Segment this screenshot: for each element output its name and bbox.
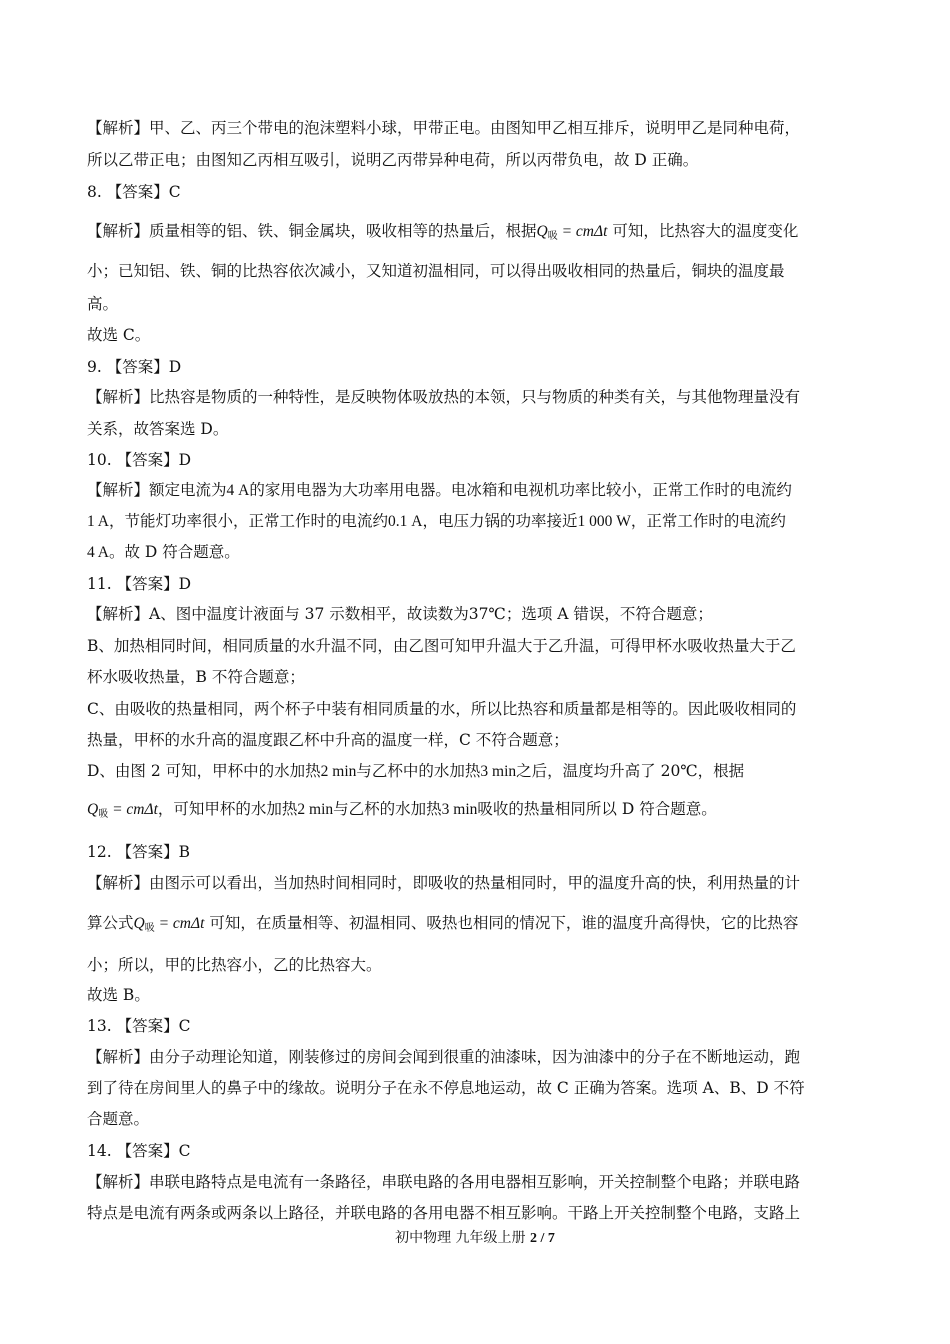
text-segment: ，节能灯功率很小，正常工作时的电流约 bbox=[108, 512, 388, 530]
answer-heading-13: 13. 【答案】C bbox=[87, 1017, 191, 1035]
heat-subscript: 吸 bbox=[98, 809, 109, 820]
text-segment: 【解析】质量相等的铝、铁、铜金属块，吸收相等的热量后，根据 bbox=[87, 222, 537, 240]
text-line: 高。 bbox=[87, 295, 119, 313]
formula-text: = cmΔt bbox=[108, 801, 158, 818]
text-line: C、由吸收的热量相同，两个杯子中装有相同质量的水，所以比热容和质量都是相等的。因此吸收相同的 bbox=[87, 700, 797, 718]
answer-heading-14: 14. 【答案】C bbox=[87, 1142, 191, 1160]
text-line-formula bbox=[87, 221, 798, 247]
footer-text: 初中物理 九年级上册 bbox=[395, 1230, 530, 1246]
text-line: 特点是电流有两条或两条以上路径，并联电路的各用电器不相互影响。干路上开关控制整个电路，支路上 bbox=[87, 1204, 801, 1222]
text-line: 【解析】比热容是物质的一种特性，是反映物体吸放热的本领，只与物质的种类有关，与其他物理量没有 bbox=[87, 388, 801, 406]
text-segment: ，可知甲杯的水加热 bbox=[157, 800, 298, 818]
answer-heading-10: 10. 【答案】D bbox=[87, 451, 192, 469]
text-segment: ，正常工作时的电流约 bbox=[630, 512, 786, 530]
value-time: 2 min bbox=[320, 763, 357, 780]
text-line: 【解析】由图示可以看出，当加热时间相同时，即吸收的热量相同时，甲的温度升高的快，利用热量的计 bbox=[87, 874, 801, 892]
value-time: 2 min bbox=[297, 801, 334, 818]
text-line: 合题意。 bbox=[87, 1110, 150, 1128]
value-current: 1 A bbox=[87, 513, 109, 530]
text-line-formula bbox=[87, 799, 717, 825]
text-line: 故选 C。 bbox=[87, 326, 151, 344]
text-segment: 可知，比热容大的温度变化 bbox=[607, 222, 799, 240]
text-line: 到了待在房间里人的鼻子中的缘故。说明分子在永不停息地运动，故 C 正确为答案。选项 A、B、D 不符 bbox=[87, 1079, 805, 1097]
text-segment: 【解析】额定电流为 bbox=[87, 481, 227, 499]
text-line: 小；已知铝、铁、铜的比热容依次减小，又知道初温相同，可以得出吸收相同的热量后，铜块的温度最 bbox=[87, 262, 785, 280]
text-line: 所以乙带正电；由图知乙丙相互吸引，说明乙丙带异种电荷，所以丙带负电，故 D 正确。 bbox=[87, 151, 699, 169]
value-power: 1 000 W bbox=[577, 513, 631, 530]
value-time: 3 min bbox=[480, 763, 517, 780]
text-segment: D、由图 2 可知，甲杯中的水加热 bbox=[87, 762, 321, 780]
text-line bbox=[87, 542, 240, 563]
formula-text: = cmΔt bbox=[557, 223, 608, 240]
text-line: 小；所以，甲的比热容小，乙的比热容大。 bbox=[87, 956, 382, 974]
text-line: 【解析】甲、乙、丙三个带电的泡沫塑料小球，甲带正电。由图知甲乙相互排斥，说明甲乙是同种电荷， bbox=[87, 119, 801, 137]
answer-heading-8: 8. 【答案】C bbox=[87, 183, 181, 201]
text-segment: 算公式 bbox=[87, 914, 134, 932]
text-segment: 的家用电器为大功率用电器。电冰箱和电视机功率比较小，正常工作时的电流约 bbox=[249, 481, 792, 499]
heat-subscript: 吸 bbox=[547, 231, 558, 242]
text-segment: 吸收的热量相同所以 D 符合题意。 bbox=[477, 800, 717, 818]
text-segment: 。故 D 符合题意。 bbox=[108, 543, 240, 561]
answer-heading-9: 9. 【答案】D bbox=[87, 358, 182, 376]
text-segment: 与乙杯的水加热 bbox=[333, 800, 442, 818]
text-line: 【解析】A、图中温度计液面与 37 示数相平，故读数为37℃；选项 A 错误，不符合题意； bbox=[87, 605, 713, 623]
heat-symbol: Q bbox=[87, 801, 99, 818]
value-current: 0.1 A bbox=[387, 513, 423, 530]
text-segment: 之后，温度均升高了 20℃，根据 bbox=[516, 762, 745, 780]
text-line: B、加热相同时间，相同质量的水升温不同，由乙图可知甲升温大于乙升温，可得甲杯水吸收热量大于乙 bbox=[87, 637, 796, 655]
text-line: 热量，甲杯的水升高的温度跟乙杯中升高的温度一样，C 不符合题意； bbox=[87, 731, 569, 749]
answer-heading-11: 11. 【答案】D bbox=[87, 575, 192, 593]
formula-text: = cmΔt bbox=[154, 915, 205, 932]
text-line: 故选 B。 bbox=[87, 986, 150, 1004]
text-segment: 可知，在质量相等、初温相同、吸热也相同的情况下，谁的温度升高得快，它的比热容 bbox=[204, 914, 799, 932]
text-line: 关系，故答案选 D。 bbox=[87, 420, 229, 438]
value-current: 4 A bbox=[87, 544, 109, 561]
text-segment: 与乙杯中的水加热 bbox=[356, 762, 481, 780]
value-current: 4 A bbox=[226, 482, 250, 499]
page-number: 2 / 7 bbox=[530, 1231, 555, 1246]
heat-subscript: 吸 bbox=[144, 923, 155, 934]
text-line-formula bbox=[87, 913, 798, 939]
heat-symbol: Q bbox=[133, 915, 145, 932]
value-time: 3 min bbox=[441, 801, 478, 818]
heat-symbol: Q bbox=[536, 223, 548, 240]
text-line bbox=[87, 761, 744, 782]
text-segment: ，电压力锅的功率接近 bbox=[422, 512, 578, 530]
text-line: 【解析】串联电路特点是电流有一条路径，串联电路的各用电器相互影响，开关控制整个电路；并联电路 bbox=[87, 1173, 801, 1191]
text-line bbox=[87, 480, 792, 501]
text-line bbox=[87, 511, 786, 532]
answer-heading-12: 12. 【答案】B bbox=[87, 843, 190, 861]
page-footer bbox=[0, 1229, 950, 1248]
text-line: 【解析】由分子动理论知道，刚装修过的房间会闻到很重的油漆味，因为油漆中的分子在不断地运动，跑 bbox=[87, 1048, 801, 1066]
text-line: 杯水吸收热量，B 不符合题意； bbox=[87, 668, 305, 686]
